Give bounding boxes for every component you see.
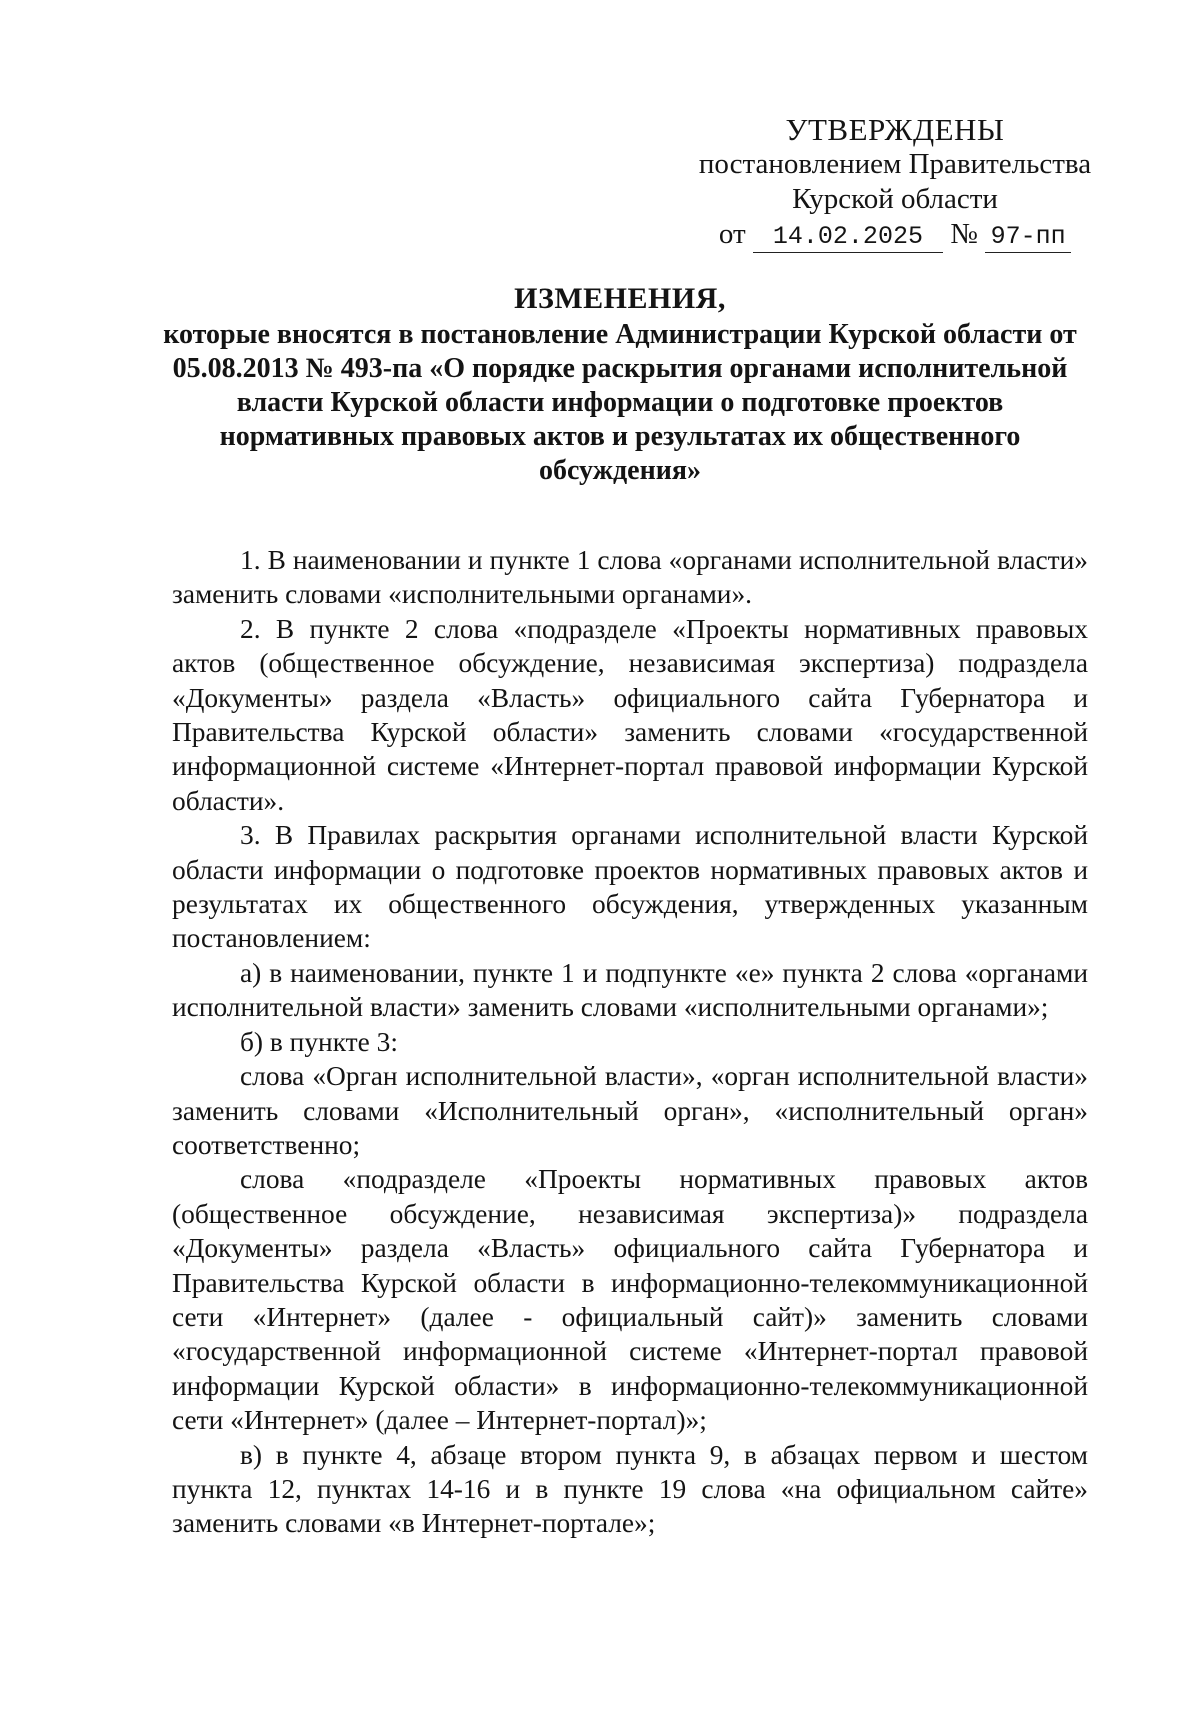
heading-subtitle: которые вносятся в постановление Администрации Курской области от 05.08.2013 № 493-па «О порядке раскрытия органами исполнительной власти Курской области информации о подготовке проектов нормативных правовых актов и результатах их общественного обсуждения» xyxy=(163,319,1077,486)
paragraph-2: 2. В пункте 2 слова «подразделе «Проекты нормативных правовых актов (общественное обсуждение, независимая экспертиза) подраздела «Документы» раздела «Власть» официального сайта Губернатора и Правительства Курской области» заменить словами «государственной информационной системе «Интернет-портал правовой информации Курской области». xyxy=(172,613,1088,816)
approval-title: УТВЕРЖДЕНЫ xyxy=(785,112,1005,147)
approval-line-2: Курской области xyxy=(792,183,998,215)
paragraph-3: 3. В Правилах раскрытия органами исполнительной власти Курской области информации о подготовке проектов нормативных правовых актов и результатах их общественного обсуждения, утвержденных указанным постановлением: xyxy=(172,820,1088,954)
document-body xyxy=(172,543,1088,1541)
from-label: от xyxy=(718,218,746,250)
paragraph-3v: в) в пункте 4, абзаце втором пункта 9, в абзацах первом и шестом пункта 12, пунктах 14-16 и в пункте 19 слова «на официальном сайте» заменить словами «в Интернет-портале»; xyxy=(172,1439,1088,1539)
approval-block xyxy=(690,112,1100,253)
paragraph-3b: б) в пункте 3: xyxy=(240,1026,398,1057)
paragraph-3a: а) в наименовании, пункте 1 и подпункте «е» пункта 2 слова «органами исполнительной власти» заменить словами «исполнительными органами»; xyxy=(172,957,1088,1023)
approval-line-1: постановлением Правительства xyxy=(698,148,1092,180)
heading-title: ИЗМЕНЕНИЯ, xyxy=(514,282,726,315)
approval-number: 97-пп xyxy=(985,222,1071,253)
approval-date-row xyxy=(690,217,1100,253)
number-label: № xyxy=(950,218,978,250)
paragraph-1: 1. В наименовании и пункте 1 слова «органами исполнительной власти» заменить словами «исполнительными органами». xyxy=(172,545,1088,610)
approval-date: 14.02.2025 xyxy=(753,222,943,253)
paragraph-3b-2: слова «подразделе «Проекты нормативных правовых актов (общественное обсуждение, независимая экспертиза)» подраздела «Документы» раздела «Власть» официального сайта Губернатора и Правительства Курской области в информационно-телекоммуникационной сети «Интернет» (далее - официальный сайт)» заменить словами «государственной информационной системе «Интернет-портал правовой информации Курской области» в информационно-телекоммуникационной сети «Интернет» (далее – Интернет-портал)»; xyxy=(172,1164,1088,1436)
paragraph-3b-1: слова «Орган исполнительной власти», «орган исполнительной власти» заменить словами «Исполнительный орган», «исполнительный орган» соответственно; xyxy=(172,1061,1088,1160)
document-heading xyxy=(150,282,1090,488)
